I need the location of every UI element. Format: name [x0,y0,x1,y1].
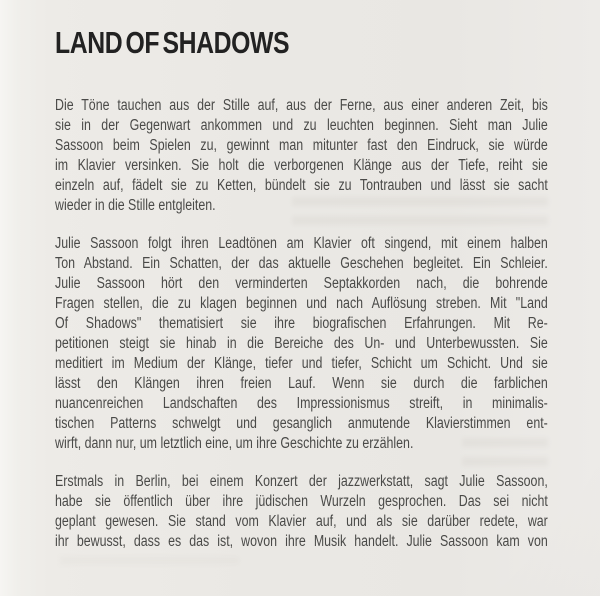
text-line: Julie Sassoon hört den verminderten Septakkorden nach, die bohrende [55,275,548,292]
text-line: Julie Sassoon folgt ihren Leadtönen am Klavier oft singend, mit einem halben [55,235,548,252]
text-line: meditiert im Medium der Klänge, tiefer und tiefer, Schicht um Schicht. Und sie [55,355,548,372]
paragraph-berlin [55,472,548,552]
text-line: wirft, dann nur, um letztlich eine, um ihre Geschichte zu erzählen. [55,435,414,452]
text-line: Sassoon beim Spielen zu, gewinnt man mitunter fast den Eindruck, sie würde [55,137,548,154]
text-line: im Klavier versinken. Sie holt die verborgenen Klänge aus der Tiefe, reiht sie [55,157,548,174]
text-line: einzeln auf, fädelt sie zu Ketten, bündelt sie zu Tontrauben und lässt sie sacht [55,177,548,194]
text-line: wieder in die Stille entgleiten. [55,197,216,214]
text-line: tischen Patterns schwelgt und gesanglich anmutende Klavierstimmen ent- [55,415,548,432]
text-line: lässt den Klängen ihren freien Lauf. Wenn sie durch die farblichen [55,375,548,392]
text-line: Of Shadows" thematisiert sie ihre biografischen Erfahrungen. Mit Re- [55,315,548,332]
text-line: Ton Abstand. Ein Schatten, der das aktuelle Geschehen begleitet. Ein Schleier. [55,255,548,272]
paragraph-main [55,234,548,454]
text-block [55,25,548,570]
page-title: LAND OF SHADOWS [55,25,290,60]
text-line: habe sie öffentlich über ihre jüdischen Wurzeln gesprochen. Das sei nicht [55,493,548,510]
text-line: sie in der Gegenwart ankommen und zu leuchten beginnen. Sieht man Julie [55,117,548,134]
text-line: Die Töne tauchen aus der Stille auf, aus der Ferne, aus einer anderen Zeit, bis [55,97,548,114]
text-line: petitionen steigt sie hinab in die Bereiche des Un- und Unterbewussten. Sie [55,335,548,352]
text-line: Erstmals in Berlin, bei einem Konzert der jazzwerkstatt, sagt Julie Sassoon, [55,473,548,490]
text-line: geplant gewesen. Sie stand vom Klavier auf, und als sie darüber redete, war [55,513,548,530]
text-line: ihr bewusst, dass es das ist, wovon ihre Musik handelt. Julie Sassoon kam von [55,533,548,550]
paragraph-intro [55,96,548,216]
text-line: nuancenreichen Landschaften des Impressionismus streift, in minimalis- [55,395,548,412]
text-line: Fragen stellen, die zu klagen beginnen und nach Auflösung streben. Mit "Land [55,295,548,312]
